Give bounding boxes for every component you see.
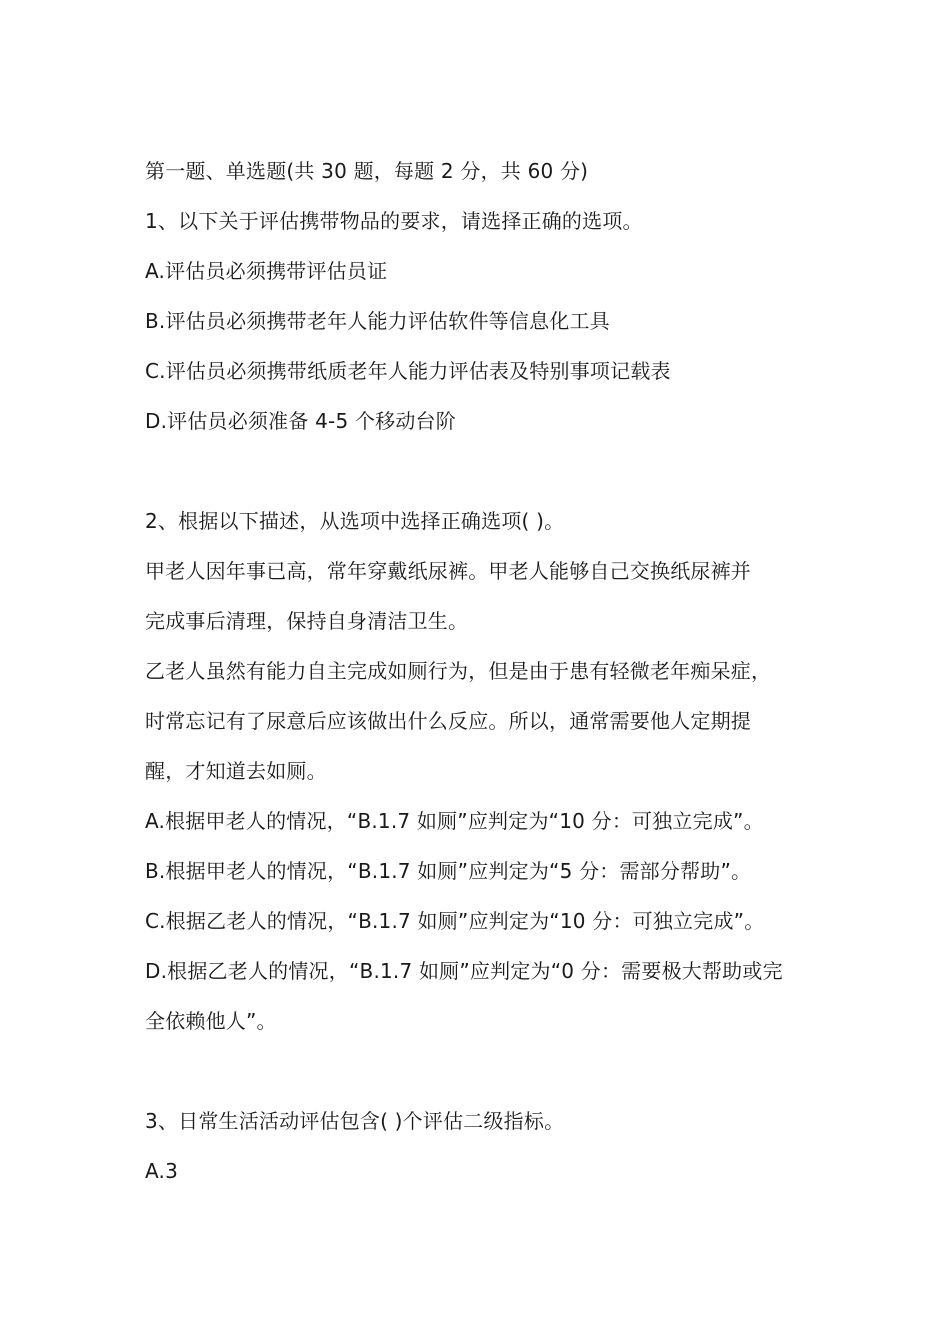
question-2-option-c: C.根据乙老人的情况，“B.1.7 如厕”应判定为“10 分：可独立完成”。 — [145, 909, 765, 933]
question-2-passage-line: 完成事后清理，保持自身清洁卫生。 — [145, 609, 469, 633]
question-2-option-d: D.根据乙老人的情况，“B.1.7 如厕”应判定为“0 分：需要极大帮助或完 — [145, 959, 783, 983]
question-3-option-a: A.3 — [145, 1159, 179, 1183]
question-1-option-b: B.评估员必须携带老年人能力评估软件等信息化工具 — [145, 309, 610, 333]
question-2-passage-line: 甲老人因年事已高，常年穿戴纸尿裤。甲老人能够自己交换纸尿裤并 — [145, 559, 751, 583]
question-2-stem: 2、根据以下描述，从选项中选择正确选项( )。 — [145, 509, 565, 533]
question-1-stem: 1、以下关于评估携带物品的要求，请选择正确的选项。 — [145, 209, 643, 233]
question-2-passage-line: 时常忘记有了尿意后应该做出什么反应。所以，通常需要他人定期提 — [145, 709, 751, 733]
question-3-stem: 3、日常生活活动评估包含( )个评估二级指标。 — [145, 1109, 565, 1133]
question-2-passage-line: 乙老人虽然有能力自主完成如厕行为，但是由于患有轻微老年痴呆症， — [145, 659, 772, 683]
question-1-option-c: C.评估员必须携带纸质老年人能力评估表及特别事项记载表 — [145, 359, 671, 383]
question-2-passage-line: 醒，才知道去如厕。 — [145, 759, 327, 783]
question-1-option-d: D.评估员必须准备 4-5 个移动台阶 — [145, 409, 456, 433]
question-2-option-a: A.根据甲老人的情况，“B.1.7 如厕”应判定为“10 分：可独立完成”。 — [145, 809, 764, 833]
question-2-option-b: B.根据甲老人的情况，“B.1.7 如厕”应判定为“5 分：需部分帮助”。 — [145, 859, 752, 883]
question-2-option-d-continued: 全依赖他人”。 — [145, 1009, 277, 1033]
question-1-option-a: A.评估员必须携带评估员证 — [145, 259, 388, 283]
section-title: 第一题、单选题(共 30 题，每题 2 分，共 60 分) — [145, 159, 589, 183]
